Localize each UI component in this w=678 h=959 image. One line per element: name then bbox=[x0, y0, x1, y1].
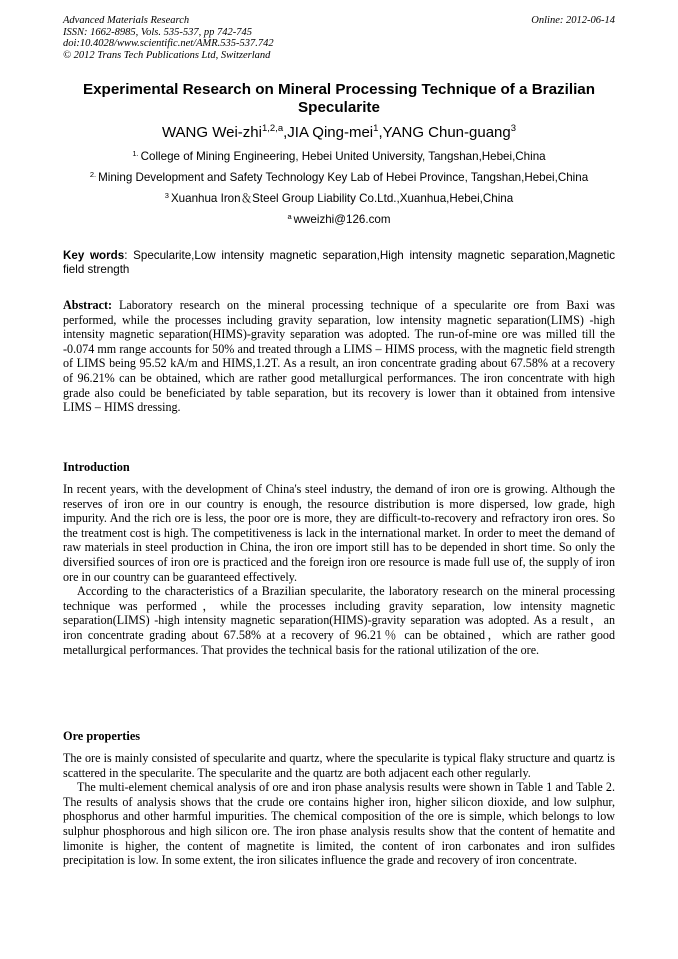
doi-line[interactable]: doi:10.4028/www.scientific.net/AMR.535-537.742 bbox=[63, 38, 274, 50]
affiliation-1 bbox=[40, 150, 638, 164]
issn-line: ISSN: 1662-8985, Vols. 535-537, pp 742-745 bbox=[63, 26, 252, 38]
author-line bbox=[40, 124, 638, 142]
affiliation-text: Mining Development and Safety Technology Key Lab of Hebei Province, Tangshan,Hebei,China bbox=[98, 171, 589, 184]
introduction-heading: Introduction bbox=[63, 460, 130, 474]
email-address[interactable]: wweizhi@126.com bbox=[293, 213, 391, 226]
keywords-label: Key words bbox=[63, 249, 125, 262]
affiliation-text: Xuanhua Iron＆Steel Group Liability Co.Ltd.,Xuanhua,Hebei,China bbox=[170, 192, 514, 205]
ore-properties-heading: Ore properties bbox=[63, 729, 141, 743]
online-date: Online: 2012-06-14 bbox=[531, 15, 615, 26]
author-name: ,YANG Chun-guang bbox=[378, 124, 511, 141]
introduction-section bbox=[63, 482, 615, 657]
journal-name: Advanced Materials Research bbox=[63, 15, 190, 26]
keywords bbox=[63, 249, 615, 277]
author-name: WANG Wei-zhi bbox=[161, 124, 262, 141]
affiliation-mark: 3 bbox=[164, 191, 169, 200]
author-email bbox=[40, 213, 638, 227]
ore-properties-section bbox=[63, 751, 615, 868]
journal-header bbox=[63, 15, 615, 61]
paper-title: Experimental Research on Mineral Processing Technique of a Brazilian Specularite bbox=[82, 81, 596, 116]
ore-properties-paragraph-2: The multi-element chemical analysis of ore and iron phase analysis results were shown in Table 1 and Table 2. The results of analysis shows that the crude ore contains higher iron, higher silicon dioxide, and low sulphur, phosphorus and other harmful impurities. The chemical composition of the ore is simple, which belongs to low sulphur phosphorous and high silicon ore. The iron phase analysis results show that the content of hematite and limonite is higher, the content of magnetite is limited, the content of iron carbonates and iron sulfides precipitation is low. In some extent, the iron silicates influence the grade and recovery of iron concentrate. bbox=[63, 780, 615, 868]
keywords-text: : Specularite,Low intensity magnetic separation,High intensity magnetic separation,Magnetic field strength bbox=[63, 249, 615, 276]
ore-properties-paragraph-1: The ore is mainly consisted of specularite and quartz, where the specularite is typical flaky structure and quartz is scattered in the specularite. The specularite and the quartz are both adjacent each other regularly. bbox=[63, 751, 615, 780]
author-superscript: 3 bbox=[510, 123, 517, 134]
affiliation-3 bbox=[40, 192, 638, 206]
author-superscript: 1 bbox=[373, 123, 379, 134]
abstract bbox=[63, 298, 615, 415]
affiliation-mark: 1. bbox=[132, 149, 139, 158]
author-superscript: 1,2,a bbox=[261, 123, 284, 134]
email-mark: a bbox=[287, 212, 292, 221]
author-name: ,JIA Qing-mei bbox=[283, 124, 374, 141]
introduction-paragraph-1: In recent years, with the development of China's steel industry, the demand of iron ore is growing. Although the reserves of iron ore in our country is enough, the resource distribution is more dispersed, low grade, high impurity. And the rich ore is less, the poor ore is more, they are difficult-to-recovery and refractory iron ores. So the treatment cost is high. The competitiveness is lack in the international market. In order to meet the demand of raw materials in steel production in China, the iron ore import still has to be depended in short time. So only the diversified sources of iron ore is practiced and the foreign iron ore resource is made full use of, the supply of iron ore in our country can be guaranteed effectively. bbox=[63, 482, 615, 584]
copyright-line: © 2012 Trans Tech Publications Ltd, Switzerland bbox=[63, 49, 271, 61]
abstract-label: Abstract: bbox=[63, 298, 113, 312]
affiliation-mark: 2. bbox=[89, 170, 97, 179]
abstract-text: Laboratory research on the mineral processing technique of a specularite ore from Baxi was performed, while the processes including gravity separation, low intensity magnetic separation(LIMS) -high intensity magnetic separation(HIMS)-gravity separation was adopted. The run-of-mine ore was milled till the -0.074 mm range accounts for 50% and treated through a LIMS – HIMS process, with the magnetic field strength of LIMS being 95.52 kA/m and HIMS,1.2T. As a result, an iron concentrate grading about 67.58% at a recovery of 96.21% can be obtained, which are rather good metallurgical performances. The iron concentrate with high grade also could be beneficiated by table separation, but its recovery is lower than it obtained from intensive LIMS – HIMS dressing. bbox=[63, 298, 615, 415]
affiliation-text: College of Mining Engineering, Hebei United University, Tangshan,Hebei,China bbox=[140, 150, 546, 163]
introduction-paragraph-2: According to the characteristics of a Brazilian specularite, the laboratory research on the mineral processing technique was performed，while the processes including gravity separation, low intensity magnetic separation(LIMS) -high intensity magnetic separation(HIMS)-gravity separation was adopted. As a result，an iron concentrate grading about 67.58% at a recovery of 96.21％ can be obtained，which are rather good metallurgical performances. That provides the technical basis for the rational utilization of the ore. bbox=[63, 584, 615, 657]
affiliation-2 bbox=[40, 171, 638, 185]
